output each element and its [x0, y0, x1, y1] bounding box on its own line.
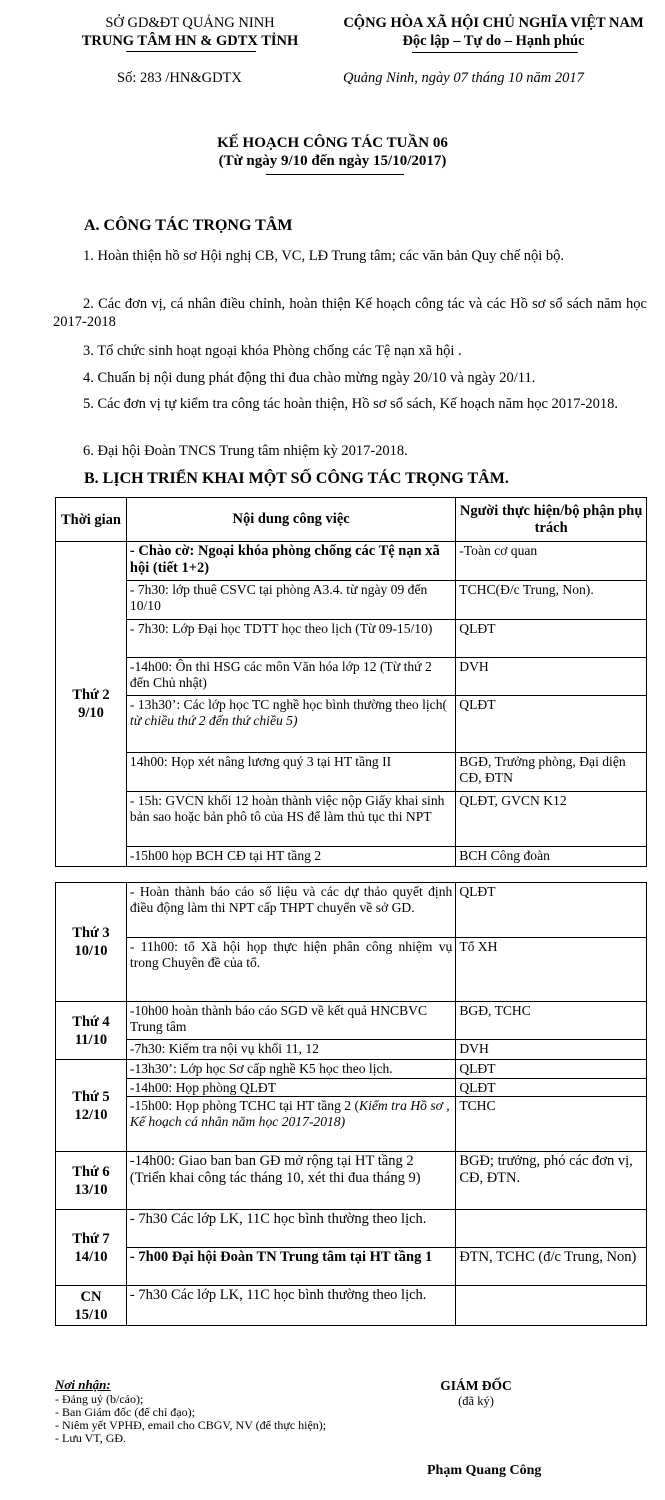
day-cell — [56, 542, 127, 867]
table-row — [56, 1040, 647, 1060]
day-name: Thứ 2 — [72, 687, 110, 703]
section-b-heading: B. LỊCH TRIỂN KHAI MỘT SỐ CÔNG TÁC TRỌNG TÂM. — [84, 470, 509, 487]
day-cell — [56, 1286, 127, 1326]
recipient-item: - Đảng uỷ (b/cáo); — [55, 1392, 144, 1406]
task-person: QLĐT — [456, 1078, 647, 1097]
section-a-heading: A. CÔNG TÁC TRỌNG TÂM — [84, 217, 293, 234]
task-content: - 7h30 Các lớp LK, 11C học bình thường theo lịch. — [126, 1286, 455, 1326]
title-dates: (Từ ngày 9/10 đến ngày 15/10/2017) — [218, 153, 447, 169]
schedule-table-1 — [55, 497, 647, 867]
section-a-item: 2. Các đơn vị, cá nhân điều chỉnh, hoàn thiện Kế hoạch công tác và các Hồ sơ sổ sách năm học 2017-2018 — [53, 296, 647, 330]
table-row — [56, 1152, 647, 1210]
day-cell — [56, 1152, 127, 1210]
table-row — [56, 620, 647, 658]
table-row — [56, 1248, 647, 1286]
task-content — [126, 696, 455, 753]
national-name: CỘNG HÒA XÃ HỘI CHỦ NGHĨA VIỆT NAM — [343, 15, 644, 31]
schedule-table-2 — [55, 882, 647, 1326]
section-a-item: 3. Tổ chức sinh hoạt ngoại khóa Phòng chống các Tệ nạn xã hội . — [83, 343, 462, 359]
task-person: QLĐT, GVCN K12 — [456, 792, 647, 847]
table-row — [56, 696, 647, 753]
day-date: 12/10 — [74, 1106, 108, 1123]
table-header-row — [56, 498, 647, 542]
task-content: -14h00: Họp phòng QLĐT — [126, 1078, 455, 1097]
task-content: - 7h30 Các lớp LK, 11C học bình thường theo lịch. — [126, 1210, 455, 1248]
day-date: 10/10 — [74, 943, 108, 959]
task-content: - 7h30: lớp thuê CSVC tại phòng A3.4. từ ngày 09 đến 10/10 — [126, 581, 455, 620]
day-name: Thứ 5 — [72, 1088, 110, 1105]
task-content: - 15h: GVCN khối 12 hoàn thành việc nộp Giấy khai sinh bản sao hoặc bản phô tô của HS để làm thủ tục thi NPT — [126, 792, 455, 847]
national-motto: Độc lập – Tự do – Hạnh phúc — [402, 33, 585, 49]
task-content: 14h00: Họp xét nâng lương quý 3 tại HT tầng II — [126, 753, 455, 792]
task-content: -10h00 hoàn thành báo cáo SGD về kết quả HNCBVC Trung tâm — [126, 1002, 455, 1040]
day-name: Thứ 4 — [72, 1013, 110, 1030]
task-content-note: từ chiều thứ 2 đến thứ chiều 5) — [129, 712, 298, 728]
table-row — [56, 1286, 647, 1326]
task-person: DVH — [456, 1040, 647, 1060]
task-person: QLĐT — [456, 883, 647, 938]
recipient-item: - Lưu VT, GĐ. — [55, 1431, 127, 1445]
table-row — [56, 883, 647, 938]
task-person: DVH — [456, 658, 647, 696]
task-content: -14h00: Giao ban ban GĐ mở rộng tại HT tầng 2 (Triển khai công tác tháng 10, xét thi đua tháng 9) — [126, 1152, 455, 1210]
col-time-header: Thời gian — [56, 498, 127, 542]
org-header — [40, 14, 340, 50]
task-person: TCHC(Đ/c Trung, Non). — [456, 581, 647, 620]
task-content-note: Kiểm tra Hồ sơ , Kế hoạch cá nhân năm học 2017-2018) — [129, 1098, 450, 1129]
col-person-header: Người thực hiện/bộ phận phụ trách — [456, 498, 647, 542]
table-row — [56, 847, 647, 867]
task-person: -Toàn cơ quan — [456, 542, 647, 581]
recipients-block — [55, 1377, 326, 1445]
national-header — [322, 14, 665, 50]
task-person: BGĐ, TCHC — [456, 1002, 647, 1040]
task-content: -13h30’: Lớp học Sơ cấp nghề K5 học theo lịch. — [126, 1060, 455, 1079]
task-content: - 7h00 Đại hội Đoàn TN Trung tâm tại HT tầng 1 — [126, 1248, 455, 1286]
recipients-label: Nơi nhận: — [55, 1377, 111, 1392]
table-row — [56, 658, 647, 696]
table-row — [56, 938, 647, 1002]
task-content: -7h30: Kiểm tra nội vụ khối 11, 12 — [126, 1040, 455, 1060]
task-person: BCH Công đoàn — [456, 847, 647, 867]
table-row — [56, 1210, 647, 1248]
task-person: QLĐT — [456, 1060, 647, 1079]
table-row — [56, 581, 647, 620]
center-name: TRUNG TÂM HN & GDTX TỈNH — [81, 33, 299, 49]
task-content: -15h00 họp BCH CĐ tại HT tầng 2 — [126, 847, 455, 867]
day-date: 11/10 — [74, 1031, 108, 1048]
task-person: Tổ XH — [456, 938, 647, 1002]
day-cell — [56, 1210, 127, 1286]
day-cell — [56, 1060, 127, 1152]
table-row — [56, 792, 647, 847]
day-name: Thứ 7 — [72, 1230, 110, 1247]
recipient-item: - Niêm yết VPHĐ, email cho CBGV, NV (để thực hiện); — [55, 1418, 327, 1432]
day-date: 13/10 — [74, 1181, 108, 1198]
table-row — [56, 753, 647, 792]
director-name: Phạm Quang Công — [427, 1463, 542, 1478]
task-content: - Chào cờ: Ngoại khóa phòng chống các Tệ nạn xã hội (tiết 1+2) — [126, 542, 455, 581]
section-a-item: 1. Hoàn thiện hồ sơ Hội nghị CB, VC, LĐ Trung tâm; các văn bản Quy chế nội bộ. — [83, 248, 565, 264]
table-row — [56, 1097, 647, 1152]
task-person: TCHC — [456, 1097, 647, 1152]
day-name: CN — [80, 1288, 102, 1305]
header-left-rule — [126, 51, 256, 52]
task-person: QLĐT — [456, 620, 647, 658]
day-name: Thứ 3 — [72, 925, 110, 941]
task-person: ĐTN, TCHC (đ/c Trung, Non) — [456, 1248, 647, 1286]
dept-name: SỞ GD&ĐT QUẢNG NINH — [105, 15, 275, 31]
doc-number: Số: 283 /HN&GDTX — [117, 70, 242, 86]
task-content-text: - 13h30’: Các lớp học TC nghề học bình thường theo lịch( — [129, 697, 448, 712]
table-row — [56, 1078, 647, 1097]
day-name: Thứ 6 — [72, 1163, 110, 1180]
task-person: QLĐT — [456, 696, 647, 753]
table-row — [56, 1060, 647, 1079]
day-date: 14/10 — [74, 1248, 108, 1265]
task-content: -14h00: Ôn thi HSG các môn Văn hóa lớp 12 (Từ thứ 2 đến Chủ nhật) — [126, 658, 455, 696]
task-content: - 7h30: Lớp Đại học TDTT học theo lịch (Từ 09-15/10) — [126, 620, 455, 658]
table-row — [56, 1002, 647, 1040]
task-content — [126, 1097, 455, 1152]
title-line: KẾ HOẠCH CÔNG TÁC TUẦN 06 — [217, 135, 448, 151]
table-row — [56, 542, 647, 581]
task-person — [456, 1286, 647, 1326]
signed-note: (đã ký) — [458, 1394, 494, 1408]
section-a-item: 4. Chuẩn bị nội dung phát động thi đua chào mừng ngày 20/10 và ngày 20/11. — [83, 370, 536, 386]
task-person — [456, 1210, 647, 1248]
task-content: - Hoàn thành báo cáo số liệu và các dự thảo quyết định điều động làm thi NPT cấp THPT chuyển về sở GD. — [126, 883, 455, 938]
day-cell — [56, 883, 127, 1002]
director-title: GIÁM ĐỐC — [440, 1378, 512, 1393]
section-a-item: 6. Đại hội Đoàn TNCS Trung tâm nhiệm kỳ 2017-2018. — [83, 443, 408, 459]
day-date: 15/10 — [74, 1306, 108, 1323]
recipient-item: - Ban Giám đốc (để chỉ đạo); — [55, 1405, 195, 1419]
title-rule — [266, 174, 404, 175]
task-person: BGĐ, Trưởng phòng, Đại diện CĐ, ĐTN — [456, 753, 647, 792]
doc-title — [0, 134, 665, 170]
header-right-rule — [412, 52, 578, 53]
col-content-header: Nội dung công việc — [126, 498, 455, 542]
day-date: 9/10 — [78, 705, 104, 721]
day-cell — [56, 1002, 127, 1060]
task-content: - 11h00: tổ Xã hội họp thực hiện phân công nhiệm vụ trong Chuyên đề của tổ. — [126, 938, 455, 1002]
signature-block — [410, 1378, 542, 1409]
task-person: BGĐ; trưởng, phó các đơn vị, CĐ, ĐTN. — [456, 1152, 647, 1210]
section-a-item: 5. Các đơn vị tự kiểm tra công tác hoàn thiện, Hồ sơ sổ sách, Kế hoạch năm học 2017-2018. — [83, 396, 618, 412]
place-date: Quảng Ninh, ngày 07 tháng 10 năm 2017 — [343, 70, 584, 86]
task-content-text: -15h00: Họp phòng TCHC tại HT tầng 2 ( — [129, 1098, 359, 1113]
